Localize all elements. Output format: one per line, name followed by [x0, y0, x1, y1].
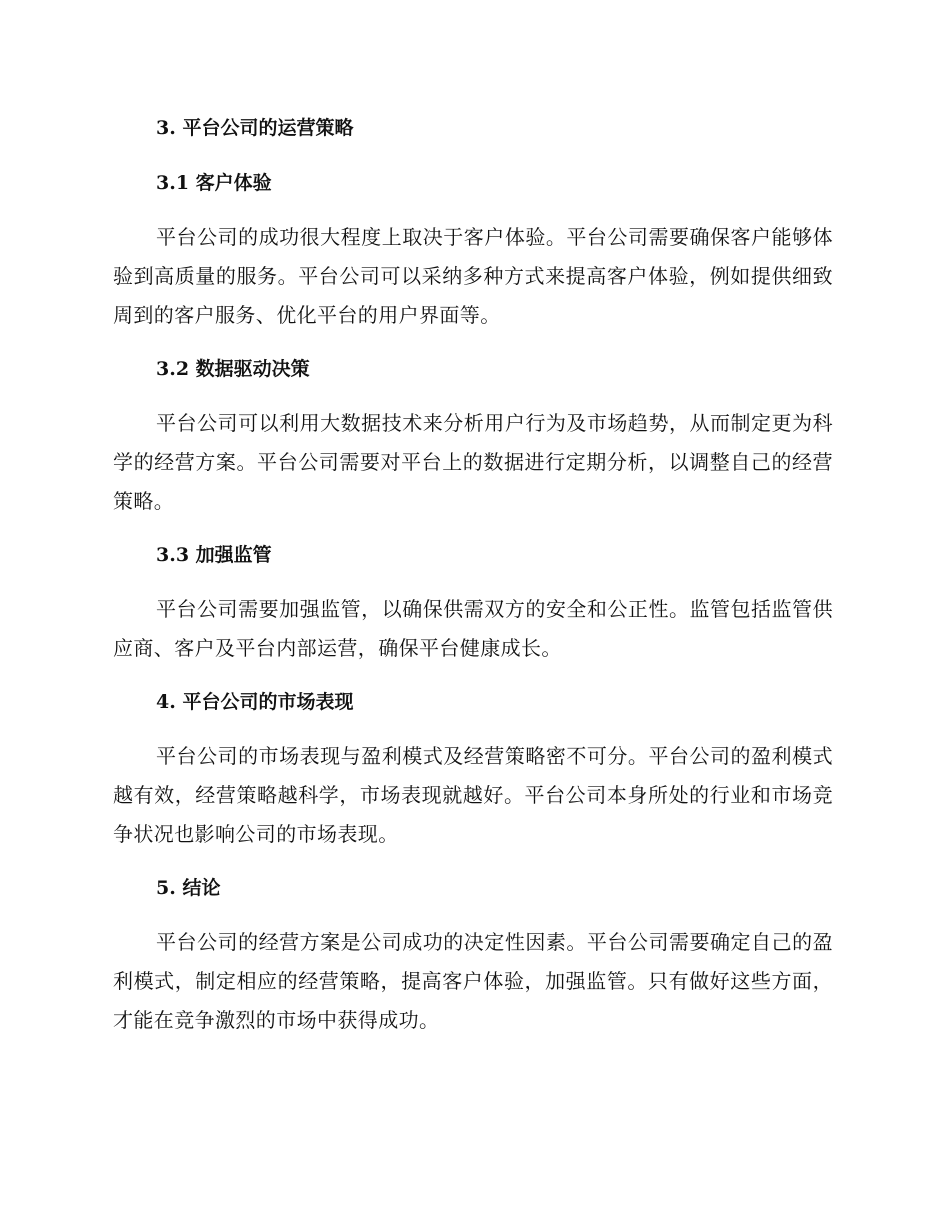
paragraph-customer-experience: 平台公司的成功很大程度上取决于客户体验。平台公司需要确保客户能够体验到高质量的服务。平台公司可以采纳多种方式来提高客户体验，例如提供细致周到的客户服务、优化平台的用户界面等。 [113, 225, 833, 327]
paragraph-strengthen-supervision: 平台公司需要加强监管，以确保供需双方的安全和公正性。监管包括监管供应商、客户及平台内部运营，确保平台健康成长。 [113, 597, 833, 660]
heading-operating-strategy: 3. 平台公司的运营策略 [156, 117, 354, 139]
document-body [113, 108, 833, 1040]
heading-data-driven-decisions: 3.2 数据驱动决策 [156, 358, 310, 380]
heading-market-performance: 4. 平台公司的市场表现 [156, 691, 354, 713]
heading-conclusion: 5. 结论 [156, 877, 221, 899]
heading-customer-experience: 3.1 客户体验 [156, 172, 272, 194]
paragraph-market-performance: 平台公司的市场表现与盈利模式及经营策略密不可分。平台公司的盈利模式越有效，经营策略越科学，市场表现就越好。平台公司本身所处的行业和市场竞争状况也影响公司的市场表现。 [113, 744, 833, 846]
heading-strengthen-supervision: 3.3 加强监管 [156, 544, 272, 566]
paragraph-data-driven-decisions: 平台公司可以利用大数据技术来分析用户行为及市场趋势，从而制定更为科学的经营方案。平台公司需要对平台上的数据进行定期分析，以调整自己的经营策略。 [113, 411, 833, 513]
paragraph-conclusion: 平台公司的经营方案是公司成功的决定性因素。平台公司需要确定自己的盈利模式，制定相应的经营策略，提高客户体验，加强监管。只有做好这些方面，才能在竞争激烈的市场中获得成功。 [113, 930, 833, 1032]
